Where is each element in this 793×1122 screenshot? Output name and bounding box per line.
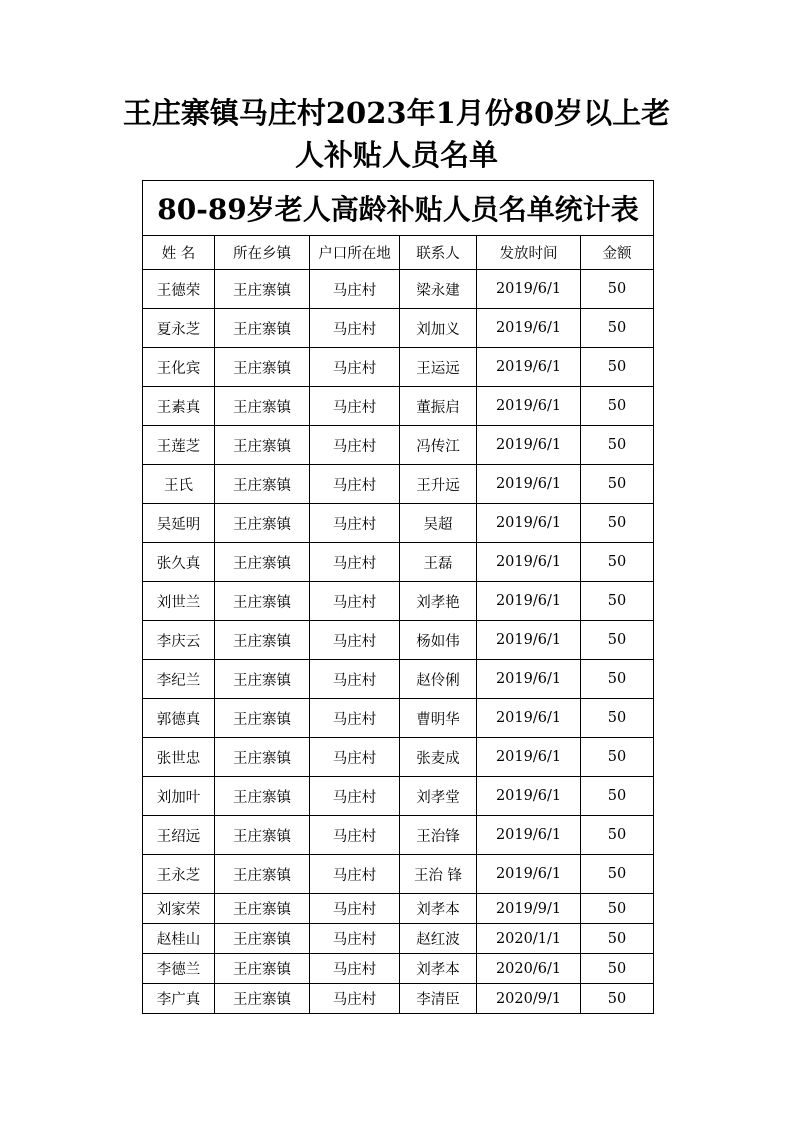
- table-row: [143, 465, 654, 504]
- cell-township: 王庄寨镇: [215, 465, 310, 504]
- cell-residence: 马庄村: [310, 504, 400, 543]
- table-row: [143, 984, 654, 1014]
- cell-township: 王庄寨镇: [215, 954, 310, 984]
- cell-residence: 马庄村: [310, 738, 400, 777]
- cell-date: 2019/6/1: [477, 582, 581, 621]
- cell-township: 王庄寨镇: [215, 777, 310, 816]
- column-header-contact: 联系人: [400, 236, 477, 270]
- cell-contact: 董振启: [400, 387, 477, 426]
- cell-township: 王庄寨镇: [215, 543, 310, 582]
- document-title-line-2: 人补贴人员名单: [294, 138, 498, 172]
- cell-date: 2019/6/1: [477, 465, 581, 504]
- cell-township: 王庄寨镇: [215, 816, 310, 855]
- cell-residence: 马庄村: [310, 699, 400, 738]
- cell-residence: 马庄村: [310, 348, 400, 387]
- cell-contact: 赵伶俐: [400, 660, 477, 699]
- cell-amount: 50: [581, 582, 654, 621]
- cell-name: 李庆云: [143, 621, 215, 660]
- cell-amount: 50: [581, 309, 654, 348]
- column-header-township: 所在乡镇: [215, 236, 310, 270]
- cell-name: 郭德真: [143, 699, 215, 738]
- column-header-residence: 户口所在地: [310, 236, 400, 270]
- cell-name: 王永芝: [143, 855, 215, 894]
- cell-amount: 50: [581, 699, 654, 738]
- cell-date: 2019/6/1: [477, 426, 581, 465]
- cell-township: 王庄寨镇: [215, 426, 310, 465]
- cell-residence: 马庄村: [310, 543, 400, 582]
- cell-name: 王氏: [143, 465, 215, 504]
- table-row: [143, 738, 654, 777]
- cell-residence: 马庄村: [310, 660, 400, 699]
- cell-amount: 50: [581, 660, 654, 699]
- cell-contact: 王治 锋: [400, 855, 477, 894]
- cell-name: 赵桂山: [143, 924, 215, 954]
- cell-contact: 吴超: [400, 504, 477, 543]
- cell-amount: 50: [581, 816, 654, 855]
- table-row: [143, 621, 654, 660]
- cell-amount: 50: [581, 777, 654, 816]
- cell-amount: 50: [581, 504, 654, 543]
- cell-name: 刘家荣: [143, 894, 215, 924]
- cell-amount: 50: [581, 924, 654, 954]
- table-row: [143, 309, 654, 348]
- cell-township: 王庄寨镇: [215, 894, 310, 924]
- cell-amount: 50: [581, 894, 654, 924]
- cell-name: 李广真: [143, 984, 215, 1014]
- cell-residence: 马庄村: [310, 465, 400, 504]
- cell-township: 王庄寨镇: [215, 309, 310, 348]
- cell-contact: 梁永建: [400, 270, 477, 309]
- cell-contact: 曹明华: [400, 699, 477, 738]
- table-body: [143, 270, 654, 1014]
- cell-residence: 马庄村: [310, 777, 400, 816]
- table-title: 80-89岁老人高龄补贴人员名单统计表: [143, 181, 654, 236]
- cell-date: 2019/6/1: [477, 738, 581, 777]
- cell-township: 王庄寨镇: [215, 348, 310, 387]
- cell-township: 王庄寨镇: [215, 699, 310, 738]
- cell-residence: 马庄村: [310, 924, 400, 954]
- cell-residence: 马庄村: [310, 954, 400, 984]
- cell-name: 刘加叶: [143, 777, 215, 816]
- cell-date: 2020/6/1: [477, 954, 581, 984]
- cell-name: 王莲芝: [143, 426, 215, 465]
- cell-residence: 马庄村: [310, 855, 400, 894]
- cell-contact: 王治锋: [400, 816, 477, 855]
- cell-contact: 刘孝堂: [400, 777, 477, 816]
- cell-residence: 马庄村: [310, 309, 400, 348]
- table-row: [143, 699, 654, 738]
- cell-date: 2020/9/1: [477, 984, 581, 1014]
- cell-date: 2019/6/1: [477, 699, 581, 738]
- cell-name: 刘世兰: [143, 582, 215, 621]
- cell-contact: 刘孝本: [400, 954, 477, 984]
- table-row: [143, 426, 654, 465]
- table-row: [143, 777, 654, 816]
- cell-amount: 50: [581, 387, 654, 426]
- cell-contact: 刘孝艳: [400, 582, 477, 621]
- cell-residence: 马庄村: [310, 270, 400, 309]
- table-row: [143, 924, 654, 954]
- column-header-amount: 金额: [581, 236, 654, 270]
- table-row: [143, 954, 654, 984]
- cell-date: 2019/6/1: [477, 621, 581, 660]
- cell-amount: 50: [581, 984, 654, 1014]
- cell-date: 2019/6/1: [477, 660, 581, 699]
- cell-residence: 马庄村: [310, 426, 400, 465]
- cell-name: 王素真: [143, 387, 215, 426]
- cell-contact: 冯传江: [400, 426, 477, 465]
- cell-date: 2019/6/1: [477, 309, 581, 348]
- cell-residence: 马庄村: [310, 387, 400, 426]
- cell-contact: 赵红波: [400, 924, 477, 954]
- cell-township: 王庄寨镇: [215, 855, 310, 894]
- cell-township: 王庄寨镇: [215, 660, 310, 699]
- cell-amount: 50: [581, 954, 654, 984]
- table-row: [143, 582, 654, 621]
- cell-date: 2019/6/1: [477, 855, 581, 894]
- cell-date: 2019/6/1: [477, 348, 581, 387]
- table-row: [143, 660, 654, 699]
- cell-amount: 50: [581, 738, 654, 777]
- cell-name: 王化宾: [143, 348, 215, 387]
- cell-residence: 马庄村: [310, 984, 400, 1014]
- cell-amount: 50: [581, 855, 654, 894]
- cell-residence: 马庄村: [310, 582, 400, 621]
- document-title: [80, 92, 713, 176]
- cell-name: 王德荣: [143, 270, 215, 309]
- cell-date: 2019/6/1: [477, 777, 581, 816]
- column-header-name: 姓 名: [143, 236, 215, 270]
- cell-contact: 刘孝本: [400, 894, 477, 924]
- cell-amount: 50: [581, 348, 654, 387]
- subsidy-table: [142, 180, 654, 1014]
- cell-contact: 杨如伟: [400, 621, 477, 660]
- cell-name: 张世忠: [143, 738, 215, 777]
- cell-township: 王庄寨镇: [215, 924, 310, 954]
- cell-residence: 马庄村: [310, 894, 400, 924]
- cell-amount: 50: [581, 270, 654, 309]
- cell-contact: 王运远: [400, 348, 477, 387]
- cell-amount: 50: [581, 465, 654, 504]
- cell-date: 2019/6/1: [477, 504, 581, 543]
- table-row: [143, 504, 654, 543]
- cell-township: 王庄寨镇: [215, 621, 310, 660]
- cell-name: 张久真: [143, 543, 215, 582]
- document-title-line-1: 王庄寨镇马庄村2023年1月份80岁以上老: [122, 96, 671, 130]
- table-row: [143, 387, 654, 426]
- cell-date: 2019/6/1: [477, 270, 581, 309]
- cell-amount: 50: [581, 621, 654, 660]
- cell-contact: 王升远: [400, 465, 477, 504]
- table-row: [143, 270, 654, 309]
- column-header-date: 发放时间: [477, 236, 581, 270]
- cell-township: 王庄寨镇: [215, 582, 310, 621]
- cell-contact: 李清臣: [400, 984, 477, 1014]
- cell-name: 夏永芝: [143, 309, 215, 348]
- cell-township: 王庄寨镇: [215, 738, 310, 777]
- cell-township: 王庄寨镇: [215, 984, 310, 1014]
- cell-residence: 马庄村: [310, 816, 400, 855]
- cell-name: 吴延明: [143, 504, 215, 543]
- cell-township: 王庄寨镇: [215, 387, 310, 426]
- cell-date: 2019/6/1: [477, 387, 581, 426]
- cell-date: 2019/9/1: [477, 894, 581, 924]
- cell-name: 王绍远: [143, 816, 215, 855]
- cell-date: 2019/6/1: [477, 543, 581, 582]
- cell-contact: 张麦成: [400, 738, 477, 777]
- table-row: [143, 855, 654, 894]
- cell-township: 王庄寨镇: [215, 270, 310, 309]
- cell-contact: 王磊: [400, 543, 477, 582]
- cell-residence: 马庄村: [310, 621, 400, 660]
- cell-name: 李德兰: [143, 954, 215, 984]
- cell-date: 2020/1/1: [477, 924, 581, 954]
- table-row: [143, 543, 654, 582]
- cell-contact: 刘加义: [400, 309, 477, 348]
- cell-name: 李纪兰: [143, 660, 215, 699]
- table-row: [143, 348, 654, 387]
- table-row: [143, 894, 654, 924]
- cell-amount: 50: [581, 543, 654, 582]
- cell-amount: 50: [581, 426, 654, 465]
- cell-township: 王庄寨镇: [215, 504, 310, 543]
- table-row: [143, 816, 654, 855]
- table-header-row: [143, 236, 654, 270]
- cell-date: 2019/6/1: [477, 816, 581, 855]
